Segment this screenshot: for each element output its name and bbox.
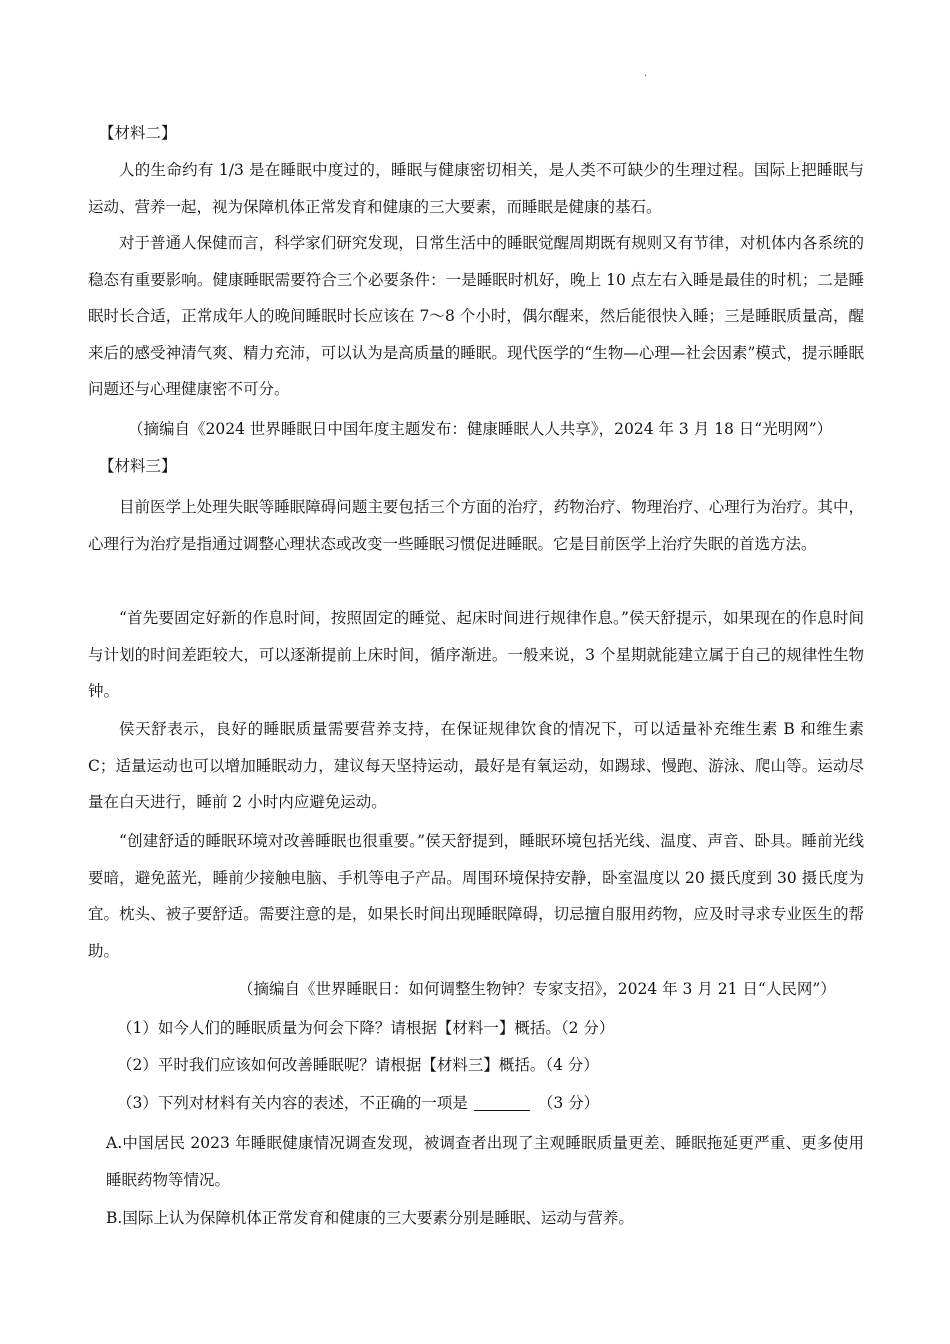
material-three-paragraph-3: 侯天舒表示，良好的睡眠质量需要营养支持，在保证规律饮食的情况下，可以适量补充维生素 B 和维生素 C；适量运动也可以增加睡眠动力，建议每天坚持运动，最好是有氧运动，如踢球、慢跑、游泳、爬山等。运动尽量在白天进行，睡前 2 小时内应避免运动。: [88, 720, 864, 811]
material-two-paragraph-2: 对于普通人保健而言，科学家们研究发现，日常生活中的睡眠觉醒周期既有规则又有节律，对机体内各系统的稳态有重要影响。健康睡眠需要符合三个必要条件：一是睡眠时机好，晚上 10 点左右入睡是最佳的时机；二是睡眠时长合适，正常成年人的晚间睡眠时长应该在 7～8 个小时，偶尔醒来，然后能很快入睡；三是睡眠质量高，醒来后的感受神清气爽、精力充沛，可以认为是高质量的睡眠。现代医学的“生物—心理—社会因素”模式，提示睡眠问题还与心理健康密不可分。: [88, 234, 864, 398]
question-1: （1）如今人们的睡眠质量为何会下降？请根据【材料一】概括。（2 分）: [117, 1019, 615, 1037]
question-3: [117, 1085, 599, 1121]
material-three-paragraph-2: “首先要固定好新的作息时间，按照固定的睡觉、起床时间进行规律作息。”侯天舒提示，如果现在的作息时间与计划的时间差距较大，可以逐渐提前上床时间，循序渐进。一般来说，3 个星期就能建立属于自己的规律性生物钟。: [88, 609, 864, 700]
material-three-heading: 【材料三】: [99, 457, 177, 475]
material-two-heading: 【材料二】: [99, 124, 177, 142]
material-three-source: （摘编自《世界睡眠日：如何调整生物钟？专家支招》，2024 年 3 月 21 日“人民网”）: [238, 980, 836, 998]
material-two-source: （摘编自《2024 世界睡眠日中国年度主题发布：健康睡眠人人共享》，2024 年 3 月 18 日“光明网”）: [128, 420, 833, 438]
question-3-points: （3 分）: [537, 1094, 600, 1112]
material-three-paragraph-4: “创建舒适的睡眠环境对改善睡眠也很重要。”侯天舒提到，睡眠环境包括光线、温度、声音、卧具。睡前光线要暗，避免蓝光，睡前少接触电脑、手机等电子产品。周围环境保持安静，卧室温度以 20 摄氏度到 30 摄氏度为宜。枕头、被子要舒适。需要注意的是，如果长时间出现睡眠障碍，切忌擅自服用药物，应及时寻求专业医生的帮助。: [88, 832, 864, 960]
question-2: （2）平时我们应该如何改善睡眠呢？请根据【材料三】概括。（4 分）: [117, 1056, 599, 1074]
option-a: A.中国居民 2023 年睡眠健康情况调查发现，被调查者出现了主观睡眠质量更差、睡眠拖延更严重、更多使用睡眠药物等情况。: [106, 1134, 864, 1189]
option-b: B.国际上认为保障机体正常发育和健康的三大要素分别是睡眠、运动与营养。: [106, 1209, 634, 1227]
question-3-text: （3）下列对材料有关内容的表述，不正确的一项是: [117, 1094, 468, 1112]
header-dot: .: [644, 68, 648, 79]
material-three-paragraph-1: 目前医学上处理失眠等睡眠障碍问题主要包括三个方面的治疗，药物治疗、物理治疗、心理行为治疗。其中，心理行为治疗是指通过调整心理状态或改变一些睡眠习惯促进睡眠。它是目前医学上治疗失眠的首选方法。: [88, 498, 864, 553]
answer-blank[interactable]: [474, 1094, 530, 1111]
material-two-paragraph-1: 人的生命约有 1/3 是在睡眠中度过的，睡眠与健康密切相关，是人类不可缺少的生理过程。国际上把睡眠与运动、营养一起，视为保障机体正常发育和健康的三大要素，而睡眠是健康的基石。: [88, 161, 864, 216]
